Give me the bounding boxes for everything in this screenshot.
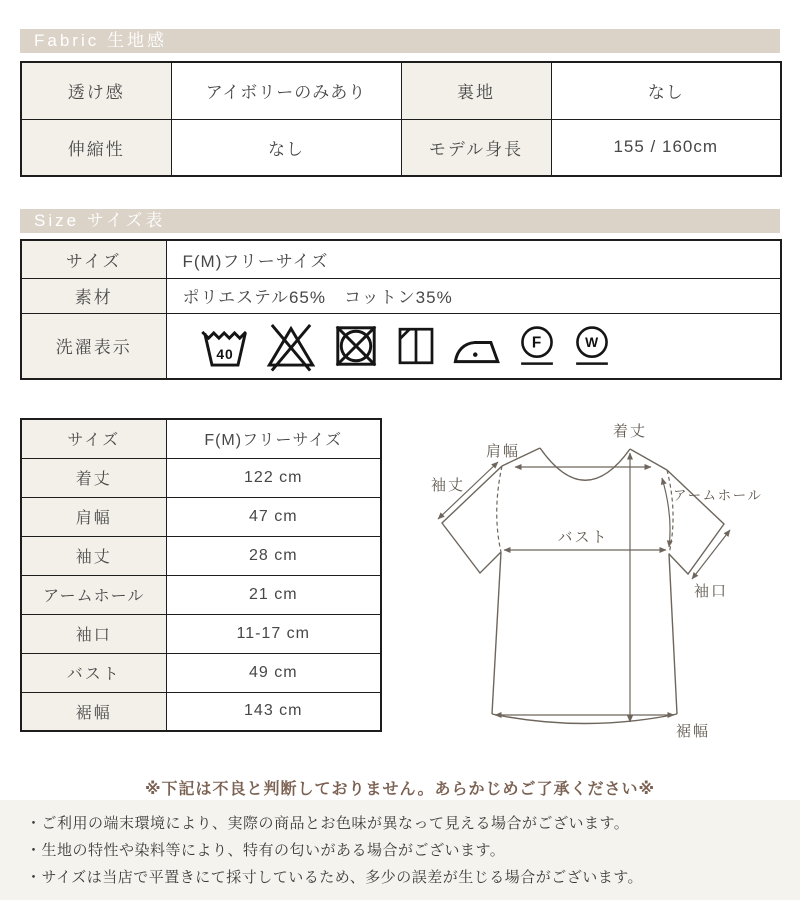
garment-measurement-diagram (390, 420, 800, 770)
wash-40-icon (197, 320, 253, 372)
measure-label-sleeve: 袖丈 (21, 536, 166, 575)
table-row (21, 278, 781, 313)
size-value: F(M)フリーサイズ (166, 240, 781, 278)
right-sleeve (667, 470, 724, 574)
diagram-label-sleeve: 袖丈 (430, 477, 466, 494)
table-row (21, 62, 781, 119)
table-row (21, 692, 381, 731)
material-value: ポリエステル65% コットン35% (166, 278, 781, 313)
iron-low-heat-icon (449, 320, 505, 372)
table-row (21, 419, 381, 458)
measure-value-bust: 49 cm (166, 653, 381, 692)
fabric-label-stretch: 伸縮性 (21, 119, 171, 176)
diagram-label-bust: バスト (557, 529, 609, 546)
fabric-info-table (20, 61, 782, 177)
care-icons-cell (166, 313, 781, 379)
body-right-edge (669, 554, 677, 714)
measure-header-label: サイズ (21, 419, 166, 458)
care-label: 洗濯表示 (21, 313, 166, 379)
wet-clean-gentle-icon (569, 320, 615, 372)
measure-label-length: 着丈 (21, 458, 166, 497)
diagram-label-length: 着丈 (612, 423, 648, 440)
fabric-label-sheerness: 透け感 (21, 62, 171, 119)
table-row (21, 536, 381, 575)
fabric-value-lining: なし (551, 62, 781, 119)
table-row (21, 614, 381, 653)
measure-label-armhole: アームホール (21, 575, 166, 614)
measure-value-sleeve: 28 cm (166, 536, 381, 575)
dry-clean-petroleum-icon (514, 320, 560, 372)
measure-value-hem: 143 cm (166, 692, 381, 731)
neckline (540, 448, 630, 480)
disclaimer-item: ・サイズは当店で平置きにて採寸しているため、多少の誤差が生じる場合がございます。 (26, 869, 644, 886)
diagram-label-hem: 裾幅 (676, 723, 711, 740)
diagram-label-shoulder: 肩幅 (485, 443, 521, 460)
fabric-value-model-height: 155 / 160cm (551, 119, 781, 176)
measure-label-cuff: 袖口 (21, 614, 166, 653)
diagram-label-armhole: アームホール (673, 488, 763, 503)
measure-label-hem: 裾幅 (21, 692, 166, 731)
armhole-arrow (662, 478, 670, 547)
measure-value-length: 122 cm (166, 458, 381, 497)
measure-label-shoulder: 肩幅 (21, 497, 166, 536)
fabric-label-model-height: モデル身長 (401, 119, 551, 176)
disclaimer-heading: ※下記は不良と判断しておりません。あらかじめご了承ください※ (144, 781, 656, 798)
disclaimer-item: ・生地の特性や染料等により、特有の匂いがある場合がございます。 (26, 842, 506, 859)
table-row (21, 575, 381, 614)
laundry-care-icons (183, 320, 781, 372)
body-left-edge (492, 552, 501, 714)
size-info-table (20, 239, 782, 380)
svg-text:40: 40 (215, 345, 234, 362)
material-label: 素材 (21, 278, 166, 313)
size-section-title: Size サイズ表 (20, 209, 780, 233)
table-row (21, 119, 781, 176)
measurements-table (20, 418, 382, 732)
disclaimer-box (0, 800, 800, 900)
fabric-section-title: Fabric 生地感 (20, 29, 780, 53)
fabric-value-stretch: なし (171, 119, 401, 176)
left-armhole-dashed (497, 466, 502, 552)
measure-value-armhole: 21 cm (166, 575, 381, 614)
fabric-value-sheerness: アイボリーのみあり (171, 62, 401, 119)
table-row (21, 458, 381, 497)
table-row (21, 313, 781, 379)
measure-value-cuff: 11-17 cm (166, 614, 381, 653)
measure-header-value: F(M)フリーサイズ (166, 419, 381, 458)
svg-text:W: W (584, 334, 599, 350)
diagram-label-cuff: 袖口 (693, 583, 729, 600)
svg-text:F: F (531, 334, 542, 352)
measure-label-bust: バスト (21, 653, 166, 692)
measure-value-shoulder: 47 cm (166, 497, 381, 536)
table-row (21, 497, 381, 536)
table-row (21, 653, 381, 692)
line-dry-in-shade-icon (392, 320, 440, 372)
do-not-bleach-icon (262, 320, 320, 372)
size-label: サイズ (21, 240, 166, 278)
do-not-tumble-dry-icon (329, 320, 383, 372)
cuff-arrow (692, 530, 730, 579)
table-row (21, 240, 781, 278)
fabric-label-lining: 裏地 (401, 62, 551, 119)
disclaimer-item: ・ご利用の端末環境により、実際の商品とお色味が異なって見える場合がございます。 (26, 815, 630, 832)
